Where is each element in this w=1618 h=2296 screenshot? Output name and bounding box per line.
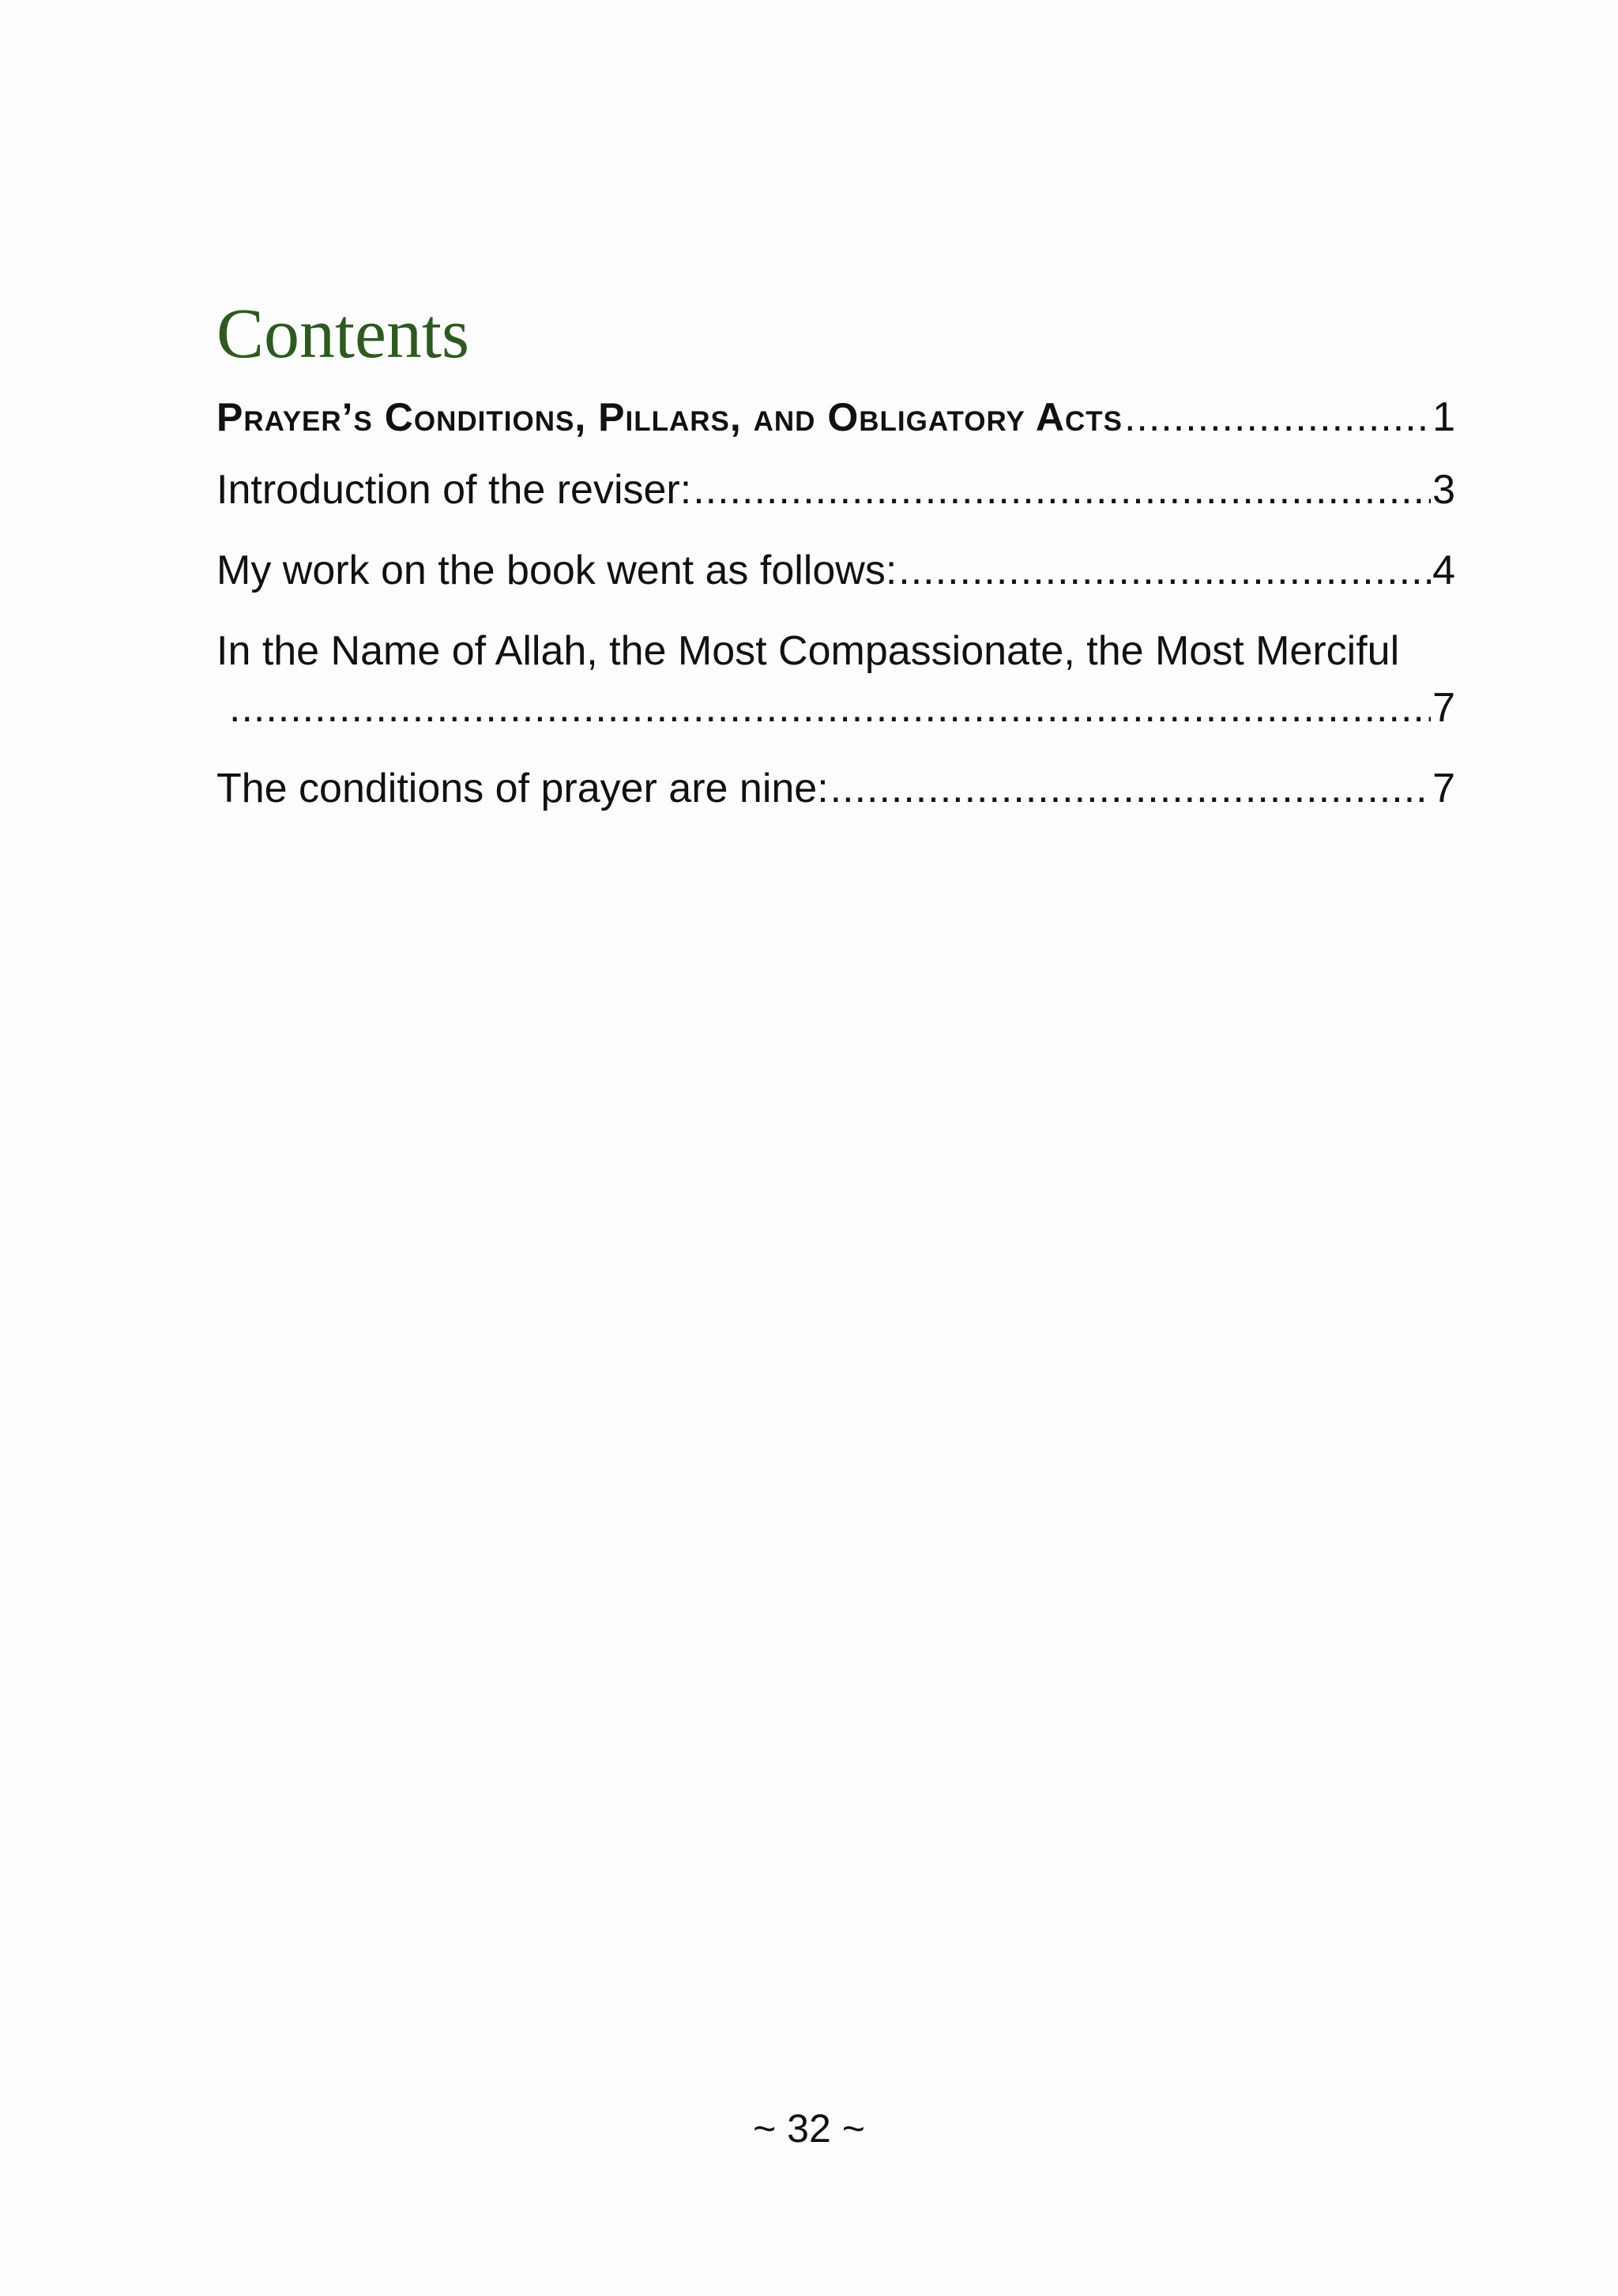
toc-entry-title: Introduction of the reviser:: [216, 467, 692, 513]
toc-entry[interactable]: [216, 544, 1455, 597]
toc-entry-page: 3: [1432, 467, 1455, 513]
toc-entry[interactable]: [216, 463, 1455, 517]
toc-entry-title: In the Name of Allah, the Most Compassionate, the Most Merciful: [216, 628, 1400, 674]
dot-leader: [898, 544, 1431, 597]
toc-entry-title: The conditions of prayer are nine:: [216, 766, 829, 811]
dot-leader: [229, 681, 1431, 735]
toc-list: [216, 390, 1455, 842]
toc-entry-page: 7: [1432, 685, 1455, 731]
toc-entry-page: 7: [1432, 766, 1455, 811]
toc-entry-page: 4: [1432, 548, 1455, 593]
dot-leader: [693, 463, 1431, 517]
toc-entry-page: 1: [1432, 394, 1455, 440]
page-number: ~ 32 ~: [753, 2106, 865, 2151]
toc-heading: Contents: [216, 295, 470, 373]
dot-leader: [1124, 390, 1431, 444]
toc-entry-title: My work on the book went as follows:: [216, 548, 897, 593]
toc-entry-title: Prayer’s Conditions, Pillars, and Obligatory Acts: [216, 395, 1123, 439]
dot-leader: [830, 762, 1431, 815]
toc-entry-chapter[interactable]: [216, 390, 1455, 444]
toc-entry-continuation: [216, 681, 1455, 735]
toc-entry[interactable]: [216, 624, 1455, 735]
toc-entry[interactable]: [216, 762, 1455, 815]
